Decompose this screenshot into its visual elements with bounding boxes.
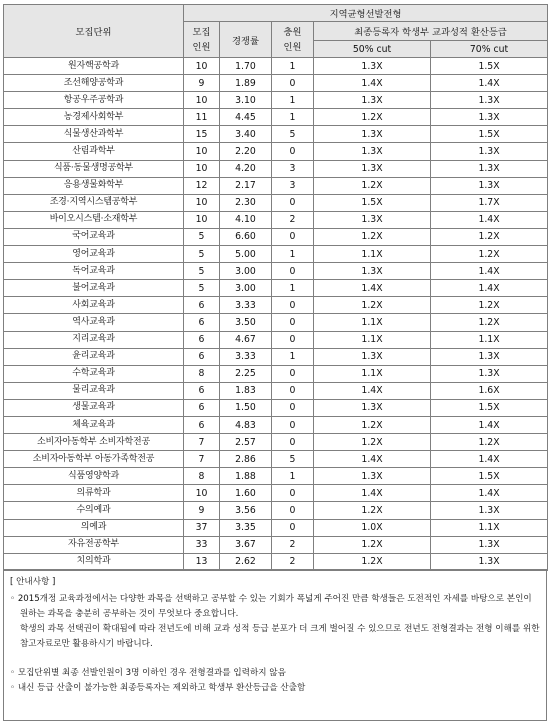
cut70-cell: 1.2X bbox=[431, 228, 548, 245]
cut50-cell: 1.3X bbox=[314, 143, 431, 160]
extra-cell: 5 bbox=[272, 451, 314, 468]
cut50-cell: 1.2X bbox=[314, 553, 431, 570]
cut50-cell: 1.1X bbox=[314, 314, 431, 331]
extra-cell: 3 bbox=[272, 177, 314, 194]
quota-cell: 5 bbox=[184, 280, 220, 297]
quota-cell: 9 bbox=[184, 75, 220, 92]
unit-cell: 소비자아동학부 소비자학전공 bbox=[4, 434, 184, 451]
unit-cell: 항공우주공학과 bbox=[4, 92, 184, 109]
ratio-cell: 4.45 bbox=[220, 109, 272, 126]
extra-cell: 0 bbox=[272, 194, 314, 211]
header-extra bbox=[272, 22, 314, 58]
unit-cell: 소비자아동학부 아동가족학전공 bbox=[4, 451, 184, 468]
table-row bbox=[4, 109, 548, 126]
extra-cell: 0 bbox=[272, 502, 314, 519]
unit-cell: 치의학과 bbox=[4, 553, 184, 570]
extra-cell: 1 bbox=[272, 280, 314, 297]
quota-cell: 33 bbox=[184, 536, 220, 553]
table-row bbox=[4, 297, 548, 314]
ratio-cell: 3.33 bbox=[220, 297, 272, 314]
ratio-cell: 2.62 bbox=[220, 553, 272, 570]
quota-cell: 7 bbox=[184, 451, 220, 468]
quota-cell: 6 bbox=[184, 382, 220, 399]
cut70-cell: 1.3X bbox=[431, 502, 548, 519]
quota-cell: 10 bbox=[184, 92, 220, 109]
bullet-icon: ◦ bbox=[10, 668, 16, 678]
cut70-cell: 1.4X bbox=[431, 485, 548, 502]
ratio-cell: 1.88 bbox=[220, 468, 272, 485]
table-row bbox=[4, 416, 548, 433]
unit-cell: 바이오시스템·소재학부 bbox=[4, 211, 184, 228]
notice-para-2 bbox=[10, 666, 540, 681]
unit-cell: 체육교육과 bbox=[4, 416, 184, 433]
quota-cell: 5 bbox=[184, 263, 220, 280]
extra-cell: 0 bbox=[272, 365, 314, 382]
table-row bbox=[4, 228, 548, 245]
quota-cell: 10 bbox=[184, 160, 220, 177]
header-extra-text: 충원 인원 bbox=[283, 26, 302, 53]
table-row bbox=[4, 58, 548, 75]
unit-cell: 역사교육과 bbox=[4, 314, 184, 331]
extra-cell: 0 bbox=[272, 228, 314, 245]
quota-cell: 8 bbox=[184, 468, 220, 485]
table-row bbox=[4, 365, 548, 382]
header-ratio: 경쟁률 bbox=[220, 22, 272, 58]
cut50-cell: 1.2X bbox=[314, 228, 431, 245]
table-row bbox=[4, 434, 548, 451]
cut50-cell: 1.2X bbox=[314, 297, 431, 314]
table-row bbox=[4, 143, 548, 160]
cut70-cell: 1.4X bbox=[431, 451, 548, 468]
quota-cell: 12 bbox=[184, 177, 220, 194]
extra-cell: 5 bbox=[272, 126, 314, 143]
bullet-icon: ◦ bbox=[10, 683, 16, 693]
cut70-cell: 1.5X bbox=[431, 126, 548, 143]
quota-cell: 37 bbox=[184, 519, 220, 536]
cut50-cell: 1.1X bbox=[314, 365, 431, 382]
table-row bbox=[4, 331, 548, 348]
unit-cell: 사회교육과 bbox=[4, 297, 184, 314]
extra-cell: 2 bbox=[272, 211, 314, 228]
cut50-cell: 1.3X bbox=[314, 211, 431, 228]
notice-para-1 bbox=[10, 592, 540, 622]
header-grade-group: 최종등록자 학생부 교과성적 환산등급 bbox=[314, 22, 548, 41]
cut70-cell: 1.3X bbox=[431, 536, 548, 553]
cut70-cell: 1.3X bbox=[431, 92, 548, 109]
cut50-cell: 1.3X bbox=[314, 92, 431, 109]
unit-cell: 수의예과 bbox=[4, 502, 184, 519]
cut70-cell: 1.2X bbox=[431, 314, 548, 331]
ratio-cell: 6.60 bbox=[220, 228, 272, 245]
quota-cell: 10 bbox=[184, 485, 220, 502]
ratio-cell: 3.00 bbox=[220, 280, 272, 297]
quota-cell: 6 bbox=[184, 399, 220, 416]
ratio-cell: 2.20 bbox=[220, 143, 272, 160]
ratio-cell: 4.10 bbox=[220, 211, 272, 228]
extra-cell: 0 bbox=[272, 519, 314, 536]
ratio-cell: 4.83 bbox=[220, 416, 272, 433]
table-row bbox=[4, 263, 548, 280]
unit-cell: 지리교육과 bbox=[4, 331, 184, 348]
extra-cell: 0 bbox=[272, 263, 314, 280]
ratio-cell: 3.40 bbox=[220, 126, 272, 143]
cut50-cell: 1.1X bbox=[314, 331, 431, 348]
cut70-cell: 1.3X bbox=[431, 177, 548, 194]
extra-cell: 0 bbox=[272, 314, 314, 331]
cut50-cell: 1.4X bbox=[314, 485, 431, 502]
ratio-cell: 3.35 bbox=[220, 519, 272, 536]
ratio-cell: 4.20 bbox=[220, 160, 272, 177]
cut70-cell: 1.4X bbox=[431, 416, 548, 433]
quota-cell: 13 bbox=[184, 553, 220, 570]
quota-cell: 9 bbox=[184, 502, 220, 519]
unit-cell: 식물생산과학부 bbox=[4, 126, 184, 143]
table-row bbox=[4, 485, 548, 502]
cut50-cell: 1.2X bbox=[314, 536, 431, 553]
header-group: 지역균형선발전형 bbox=[184, 5, 548, 22]
extra-cell: 2 bbox=[272, 536, 314, 553]
cut70-cell: 1.3X bbox=[431, 160, 548, 177]
cut70-cell: 1.5X bbox=[431, 58, 548, 75]
table-row bbox=[4, 314, 548, 331]
table-row bbox=[4, 399, 548, 416]
header-cut70: 70% cut bbox=[431, 41, 548, 58]
extra-cell: 0 bbox=[272, 416, 314, 433]
extra-cell: 0 bbox=[272, 434, 314, 451]
cut70-cell: 1.3X bbox=[431, 348, 548, 365]
cut50-cell: 1.1X bbox=[314, 246, 431, 263]
table-row bbox=[4, 519, 548, 536]
extra-cell: 0 bbox=[272, 331, 314, 348]
cut50-cell: 1.2X bbox=[314, 416, 431, 433]
cut50-cell: 1.3X bbox=[314, 126, 431, 143]
ratio-cell: 1.83 bbox=[220, 382, 272, 399]
cut70-cell: 1.6X bbox=[431, 382, 548, 399]
cut70-cell: 1.1X bbox=[431, 519, 548, 536]
notice-para-2-text: 모집단위별 최종 선발인원이 3명 이하인 경우 전형결과를 입력하지 않음 bbox=[17, 668, 286, 678]
table-row bbox=[4, 160, 548, 177]
admission-results-table bbox=[3, 4, 548, 571]
extra-cell: 2 bbox=[272, 553, 314, 570]
extra-cell: 0 bbox=[272, 143, 314, 160]
header-quota bbox=[184, 22, 220, 58]
table-row bbox=[4, 553, 548, 570]
quota-cell: 6 bbox=[184, 348, 220, 365]
table-row bbox=[4, 194, 548, 211]
table-row bbox=[4, 280, 548, 297]
notice-para-1-sub: 학생의 과목 선택권이 확대됨에 따라 전년도에 비해 교과 성적 등급 분포가 더 크게 벌어질 수 있으므로 전년도 전형결과는 전형 이해를 위한 참고자료로만 활용하시기 바랍니다. bbox=[20, 624, 540, 649]
ratio-cell: 1.60 bbox=[220, 485, 272, 502]
quota-cell: 10 bbox=[184, 211, 220, 228]
quota-cell: 5 bbox=[184, 228, 220, 245]
quota-cell: 10 bbox=[184, 194, 220, 211]
unit-cell: 산림과학부 bbox=[4, 143, 184, 160]
ratio-cell: 2.17 bbox=[220, 177, 272, 194]
quota-cell: 5 bbox=[184, 246, 220, 263]
cut70-cell: 1.2X bbox=[431, 297, 548, 314]
unit-cell: 원자핵공학과 bbox=[4, 58, 184, 75]
cut70-cell: 1.5X bbox=[431, 399, 548, 416]
cut50-cell: 1.3X bbox=[314, 399, 431, 416]
quota-cell: 10 bbox=[184, 143, 220, 160]
extra-cell: 0 bbox=[272, 382, 314, 399]
ratio-cell: 2.86 bbox=[220, 451, 272, 468]
extra-cell: 1 bbox=[272, 109, 314, 126]
extra-cell: 1 bbox=[272, 92, 314, 109]
header-unit: 모집단위 bbox=[4, 5, 184, 58]
ratio-cell: 3.67 bbox=[220, 536, 272, 553]
cut50-cell: 1.4X bbox=[314, 382, 431, 399]
unit-cell: 의예과 bbox=[4, 519, 184, 536]
quota-cell: 6 bbox=[184, 331, 220, 348]
unit-cell: 불어교육과 bbox=[4, 280, 184, 297]
ratio-cell: 2.57 bbox=[220, 434, 272, 451]
cut50-cell: 1.4X bbox=[314, 280, 431, 297]
ratio-cell: 3.10 bbox=[220, 92, 272, 109]
unit-cell: 생물교육과 bbox=[4, 399, 184, 416]
quota-cell: 15 bbox=[184, 126, 220, 143]
table-row bbox=[4, 502, 548, 519]
cut70-cell: 1.2X bbox=[431, 246, 548, 263]
table-row bbox=[4, 451, 548, 468]
cut50-cell: 1.3X bbox=[314, 58, 431, 75]
cut70-cell: 1.5X bbox=[431, 468, 548, 485]
unit-cell: 농경제사회학부 bbox=[4, 109, 184, 126]
header-cut50: 50% cut bbox=[314, 41, 431, 58]
cut70-cell: 1.3X bbox=[431, 553, 548, 570]
ratio-cell: 3.56 bbox=[220, 502, 272, 519]
unit-cell: 수학교육과 bbox=[4, 365, 184, 382]
ratio-cell: 3.33 bbox=[220, 348, 272, 365]
quota-cell: 6 bbox=[184, 297, 220, 314]
table-row bbox=[4, 468, 548, 485]
table-row bbox=[4, 92, 548, 109]
cut70-cell: 1.3X bbox=[431, 143, 548, 160]
cut70-cell: 1.1X bbox=[431, 331, 548, 348]
ratio-cell: 4.67 bbox=[220, 331, 272, 348]
unit-cell: 물리교육과 bbox=[4, 382, 184, 399]
extra-cell: 1 bbox=[272, 246, 314, 263]
cut50-cell: 1.2X bbox=[314, 434, 431, 451]
cut70-cell: 1.4X bbox=[431, 263, 548, 280]
table-row bbox=[4, 348, 548, 365]
unit-cell: 영어교육과 bbox=[4, 246, 184, 263]
unit-cell: 조선해양공학과 bbox=[4, 75, 184, 92]
unit-cell: 식품영양학과 bbox=[4, 468, 184, 485]
unit-cell: 식품·동물생명공학부 bbox=[4, 160, 184, 177]
extra-cell: 0 bbox=[272, 75, 314, 92]
notice-title: [ 안내사항 ] bbox=[10, 577, 56, 587]
header-quota-text: 모집 인원 bbox=[192, 26, 211, 53]
unit-cell: 독어교육과 bbox=[4, 263, 184, 280]
ratio-cell: 5.00 bbox=[220, 246, 272, 263]
cut70-cell: 1.4X bbox=[431, 211, 548, 228]
table-row bbox=[4, 126, 548, 143]
cut70-cell: 1.3X bbox=[431, 109, 548, 126]
ratio-cell: 1.89 bbox=[220, 75, 272, 92]
cut50-cell: 1.2X bbox=[314, 109, 431, 126]
extra-cell: 3 bbox=[272, 160, 314, 177]
notice-para-3-text: 내신 등급 산출이 불가능한 최종등록자는 제외하고 학생부 환산등급을 산출함 bbox=[17, 683, 306, 693]
notice-para-1-text: 2015개정 교육과정에서는 다양한 과목을 선택하고 공부할 수 있는 기회가 폭넓게 주어진 만큼 학생들은 도전적인 자세를 바탕으로 본인이 원하는 과목을 충분히 공부하는 것이 무엇보다 중요합니다. bbox=[17, 594, 532, 619]
cut50-cell: 1.3X bbox=[314, 160, 431, 177]
cut70-cell: 1.3X bbox=[431, 365, 548, 382]
extra-cell: 1 bbox=[272, 468, 314, 485]
extra-cell: 0 bbox=[272, 399, 314, 416]
cut50-cell: 1.2X bbox=[314, 502, 431, 519]
quota-cell: 10 bbox=[184, 58, 220, 75]
extra-cell: 1 bbox=[272, 58, 314, 75]
extra-cell: 1 bbox=[272, 348, 314, 365]
cut50-cell: 1.0X bbox=[314, 519, 431, 536]
cut50-cell: 1.3X bbox=[314, 468, 431, 485]
cut50-cell: 1.3X bbox=[314, 263, 431, 280]
cut70-cell: 1.4X bbox=[431, 280, 548, 297]
cut70-cell: 1.2X bbox=[431, 434, 548, 451]
cut50-cell: 1.5X bbox=[314, 194, 431, 211]
quota-cell: 7 bbox=[184, 434, 220, 451]
table-row bbox=[4, 75, 548, 92]
table-row bbox=[4, 536, 548, 553]
unit-cell: 조경·지역시스템공학부 bbox=[4, 194, 184, 211]
table-row bbox=[4, 382, 548, 399]
table-row bbox=[4, 246, 548, 263]
cut70-cell: 1.7X bbox=[431, 194, 548, 211]
ratio-cell: 3.50 bbox=[220, 314, 272, 331]
cut70-cell: 1.4X bbox=[431, 75, 548, 92]
quota-cell: 6 bbox=[184, 314, 220, 331]
ratio-cell: 3.00 bbox=[220, 263, 272, 280]
unit-cell: 의류학과 bbox=[4, 485, 184, 502]
quota-cell: 8 bbox=[184, 365, 220, 382]
cut50-cell: 1.4X bbox=[314, 451, 431, 468]
ratio-cell: 1.70 bbox=[220, 58, 272, 75]
table-row bbox=[4, 177, 548, 194]
ratio-cell: 1.50 bbox=[220, 399, 272, 416]
extra-cell: 0 bbox=[272, 297, 314, 314]
notice-box bbox=[3, 569, 547, 721]
cut50-cell: 1.3X bbox=[314, 348, 431, 365]
cut50-cell: 1.2X bbox=[314, 177, 431, 194]
quota-cell: 6 bbox=[184, 416, 220, 433]
table-row bbox=[4, 211, 548, 228]
extra-cell: 0 bbox=[272, 485, 314, 502]
unit-cell: 윤리교육과 bbox=[4, 348, 184, 365]
ratio-cell: 2.25 bbox=[220, 365, 272, 382]
ratio-cell: 2.30 bbox=[220, 194, 272, 211]
unit-cell: 국어교육과 bbox=[4, 228, 184, 245]
unit-cell: 자유전공학부 bbox=[4, 536, 184, 553]
cut50-cell: 1.4X bbox=[314, 75, 431, 92]
bullet-icon: ◦ bbox=[10, 594, 16, 604]
table-body bbox=[4, 58, 548, 571]
notice-para-3 bbox=[10, 681, 540, 696]
quota-cell: 11 bbox=[184, 109, 220, 126]
unit-cell: 응용생물화학부 bbox=[4, 177, 184, 194]
